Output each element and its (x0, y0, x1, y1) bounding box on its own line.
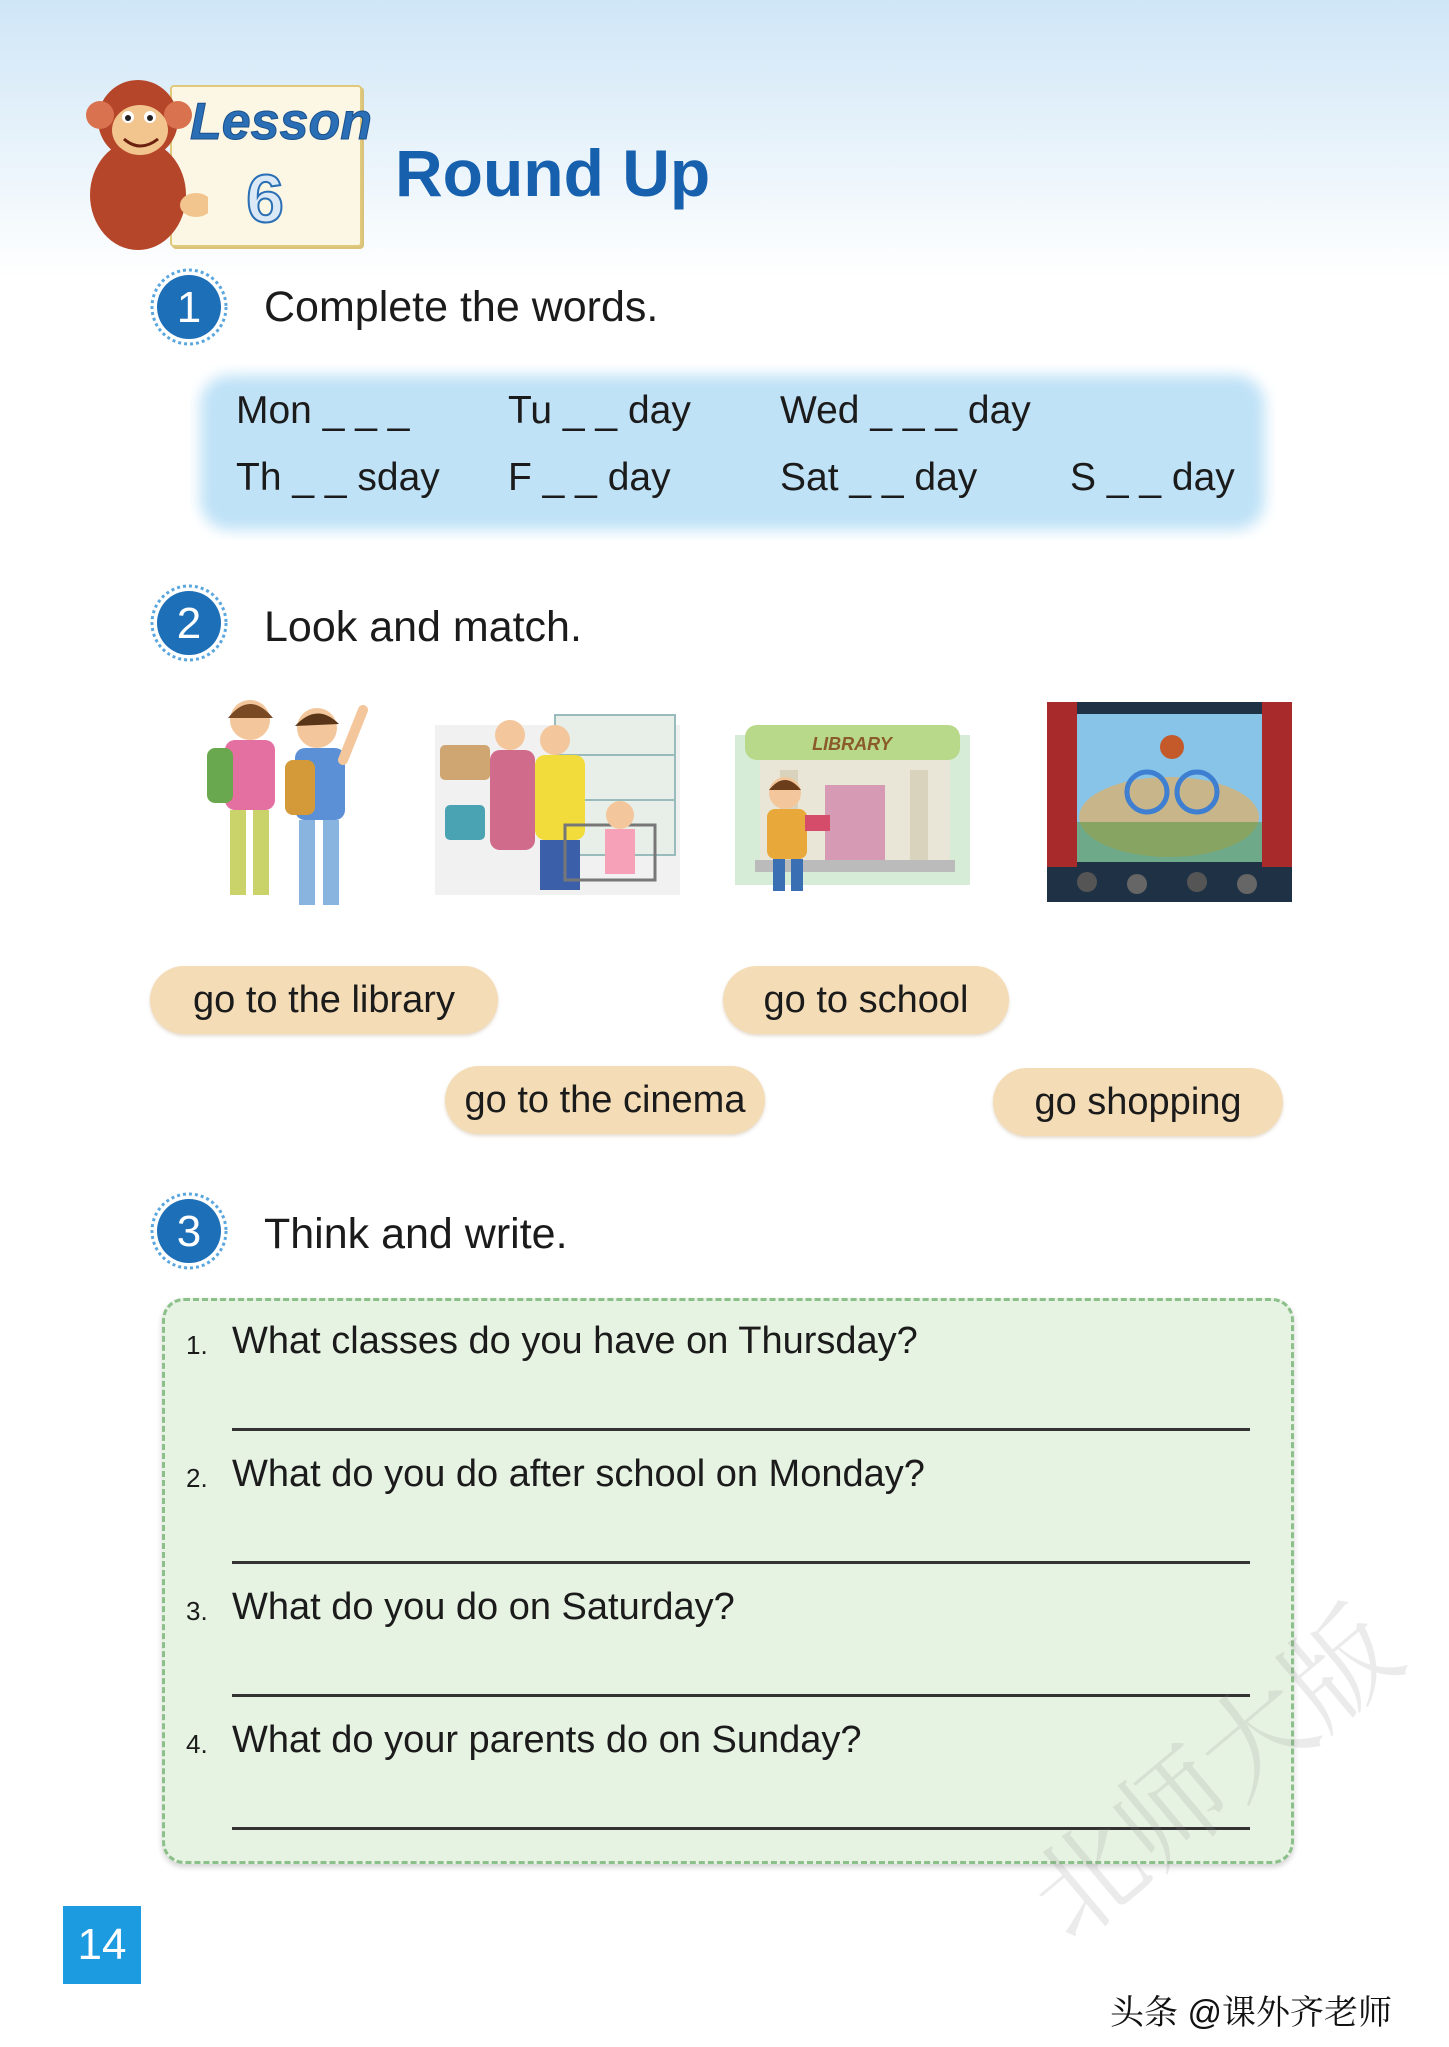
section-1-number: 1 (176, 283, 202, 332)
question-1-number: 1. (186, 1330, 208, 1360)
question-4-text: What do your parents do on Sunday? (232, 1719, 862, 1761)
question-2-number: 2. (186, 1463, 208, 1493)
shopping-picture (435, 705, 680, 895)
section-3-badge-icon (150, 1192, 228, 1270)
word-friday: F _ _ day (508, 456, 671, 499)
section-1-badge-icon (150, 268, 228, 346)
section-2-instruction: Look and match. (264, 603, 582, 651)
lesson-label: Lesson (190, 93, 373, 151)
section-2-number: 2 (176, 599, 202, 648)
question-1-text: What classes do you have on Thursday? (232, 1320, 918, 1362)
page-number: 14 (63, 1906, 141, 1984)
word-saturday: Sat _ _ day (780, 456, 978, 499)
lesson-number: 6 (246, 161, 284, 237)
phrase-go-to-the-cinema[interactable]: go to the cinema (445, 1066, 765, 1134)
section-1-instruction: Complete the words. (264, 283, 659, 331)
question-4-number: 4. (186, 1729, 208, 1759)
phrase-go-shopping[interactable]: go shopping (993, 1068, 1283, 1136)
answer-line-1[interactable] (232, 1428, 1250, 1431)
word-sunday: S _ _ day (1070, 456, 1235, 499)
word-tuesday: Tu _ _ day (508, 389, 691, 432)
section-2-badge-icon (150, 584, 228, 662)
publisher-stamp-watermark (1000, 1560, 1440, 2000)
word-monday: Mon _ _ _ (236, 389, 410, 432)
children-walking-picture (195, 690, 370, 925)
phrase-go-to-the-library[interactable]: go to the library (150, 966, 498, 1034)
svg-text:北师大版: 北师大版 (1005, 1583, 1425, 1965)
section-3-instruction: Think and write. (264, 1210, 568, 1258)
cinema-picture (1047, 702, 1292, 902)
question-3-text: What do you do on Saturday? (232, 1586, 735, 1628)
monkey-mascot-icon (78, 75, 208, 250)
page-title: Round Up (395, 136, 711, 210)
phrase-go-to-school[interactable]: go to school (723, 966, 1009, 1034)
word-thursday: Th _ _ sday (236, 456, 440, 499)
question-3-number: 3. (186, 1596, 208, 1626)
source-watermark: 头条 @课外齐老师 (1110, 1994, 1392, 2032)
question-2-text: What do you do after school on Monday? (232, 1453, 925, 1495)
word-wednesday: Wed _ _ _ day (780, 389, 1031, 432)
svg-text:LIBRARY: LIBRARY (812, 734, 892, 754)
library-picture (735, 695, 970, 895)
section-3-number: 3 (176, 1207, 202, 1256)
